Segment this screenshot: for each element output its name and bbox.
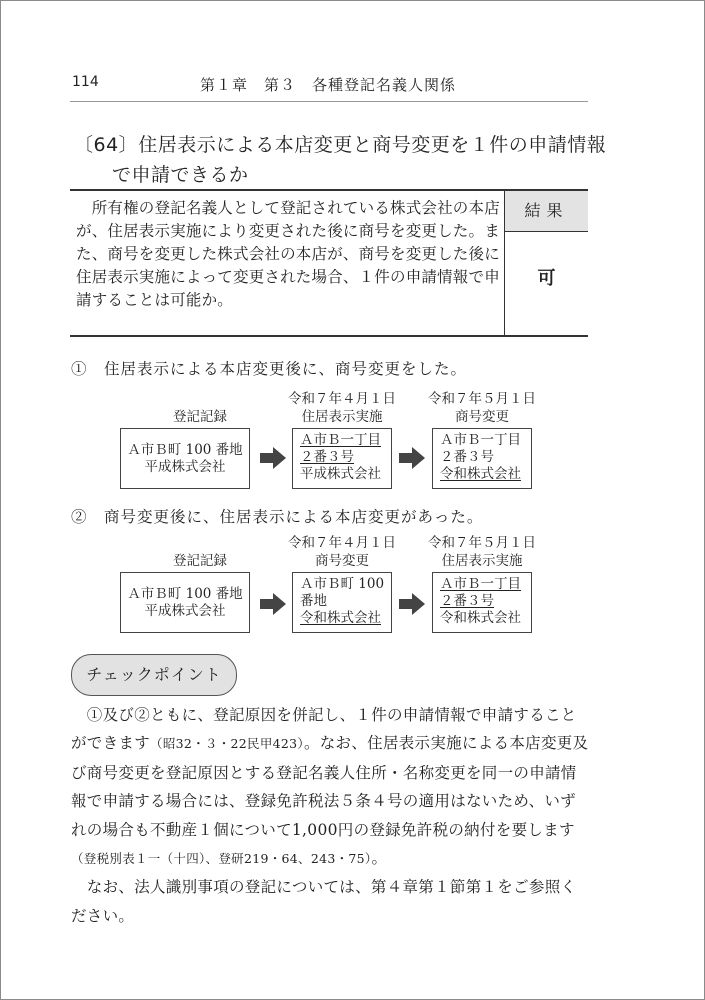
case1-col2-label-line1: 令和７年４月１日: [288, 391, 396, 407]
right-arrow-icon: [260, 592, 286, 616]
case1-col3-label-line1: 令和７年５月１日: [428, 391, 536, 407]
case2-col3-label-line2: 住居表示実施: [441, 553, 523, 569]
case1-title: ① 住居表示による本店変更後に、商号変更をした。: [71, 360, 468, 378]
case1-box2-line2: ２番３号: [300, 449, 354, 465]
case1-col1-label: 登記記録: [173, 409, 227, 425]
checkpoint-paragraph-1: [71, 701, 591, 873]
question-title-line1: 住居表示による本店変更と商号変更を１件の申請情報: [138, 134, 607, 156]
case1-box3-line2: ２番３号: [440, 449, 494, 465]
right-arrow-icon: [399, 592, 425, 616]
case2-col3-label-line1: 令和７年５月１日: [428, 535, 536, 551]
case1-box2-line3: 平成株式会社: [300, 466, 381, 482]
case2-box3-line2: ２番３号: [440, 593, 494, 609]
case2-box3-line3: 令和株式会社: [440, 610, 521, 626]
citation-1: （昭32・３・22民甲423）: [150, 736, 304, 752]
case1-box2-line1: Ａ市Ｂ一丁目: [300, 432, 381, 448]
case1-box1: [120, 428, 250, 489]
result-value: 可: [537, 268, 556, 289]
running-head: 第１章 第３ 各種登記名義人関係: [200, 76, 457, 94]
case1-box3-line3: 令和株式会社: [440, 466, 521, 482]
case1-col2-label-line2: 住居表示実施: [301, 409, 383, 425]
case2-box3-line1: Ａ市Ｂ一丁目: [440, 576, 521, 592]
question-table: [70, 189, 588, 337]
question-body: 所有権の登記名義人として登記されている株式会社の本店が、住居表示実施により変更された後に商号を変更した。また、商号を変更した株式会社の本店が、商号を変更した後に住居表示実施によって変更された場合、１件の申請情報で申請することは可能か。: [76, 199, 500, 309]
case1-box3-line1: Ａ市Ｂ一丁目: [440, 432, 521, 448]
case1-col3-label-line2: 商号変更: [455, 409, 509, 425]
case2-col2-label-line2: 商号変更: [315, 553, 369, 569]
checkpoint-text-1b: 。なお、住居表示実施による本店変更及び商号変更を登記原因とする登記名義人住所・名称変更を同一の申請情報で申請する場合には、登録免許税法５条４号の適用はないため、いずれの場合も不動産１個について1,000円の登録免許税の納付を要します: [71, 734, 589, 839]
case2-box1-line1: Ａ市Ｂ町 100 番地: [127, 586, 243, 602]
case2-title: ② 商号変更後に、住居表示による本店変更があった。: [71, 508, 484, 526]
checkpoint-badge: チェックポイント: [71, 654, 237, 696]
case1-box1-line1: Ａ市Ｂ町 100 番地: [127, 442, 243, 458]
case1-box2: [292, 428, 392, 489]
checkpoint-paragraph-2: なお、法人識別事項の登記については、第４章第１節第１をご参照ください。: [71, 878, 577, 925]
case2-box2-line1: Ａ市Ｂ町 100: [300, 576, 385, 592]
case2-box1: [120, 572, 250, 633]
case1-box1-line2: 平成株式会社: [144, 459, 226, 475]
checkpoint-body: [71, 701, 591, 930]
question-title: [74, 130, 606, 160]
checkpoint-text-1c: 。: [371, 849, 388, 868]
case2-box2-line2: 番地: [300, 593, 327, 609]
right-arrow-icon: [260, 446, 286, 470]
case2-box3: [432, 572, 532, 633]
question-number: 〔64〕: [74, 134, 139, 156]
case1-box3: [432, 428, 532, 489]
case2-col2-label-line1: 令和７年４月１日: [288, 535, 396, 551]
page-number: 114: [72, 74, 99, 90]
case2-col1-label: 登記記録: [173, 553, 227, 569]
case2-box1-line2: 平成株式会社: [144, 603, 226, 619]
case2-box2: [292, 572, 392, 633]
citation-2: （登税別表１一（十四）、登研219・64、243・75）: [71, 851, 372, 867]
right-arrow-icon: [399, 446, 425, 470]
result-header: 結果: [505, 191, 588, 232]
case2-box2-line3: 令和株式会社: [300, 610, 381, 626]
question-title-line2: で申請できるか: [112, 164, 249, 186]
header-rule: [70, 101, 588, 102]
checkpoint-text-1a: ①及び②ともに、登記原因を併記し、１件の申請情報で申請することができます: [71, 706, 577, 753]
